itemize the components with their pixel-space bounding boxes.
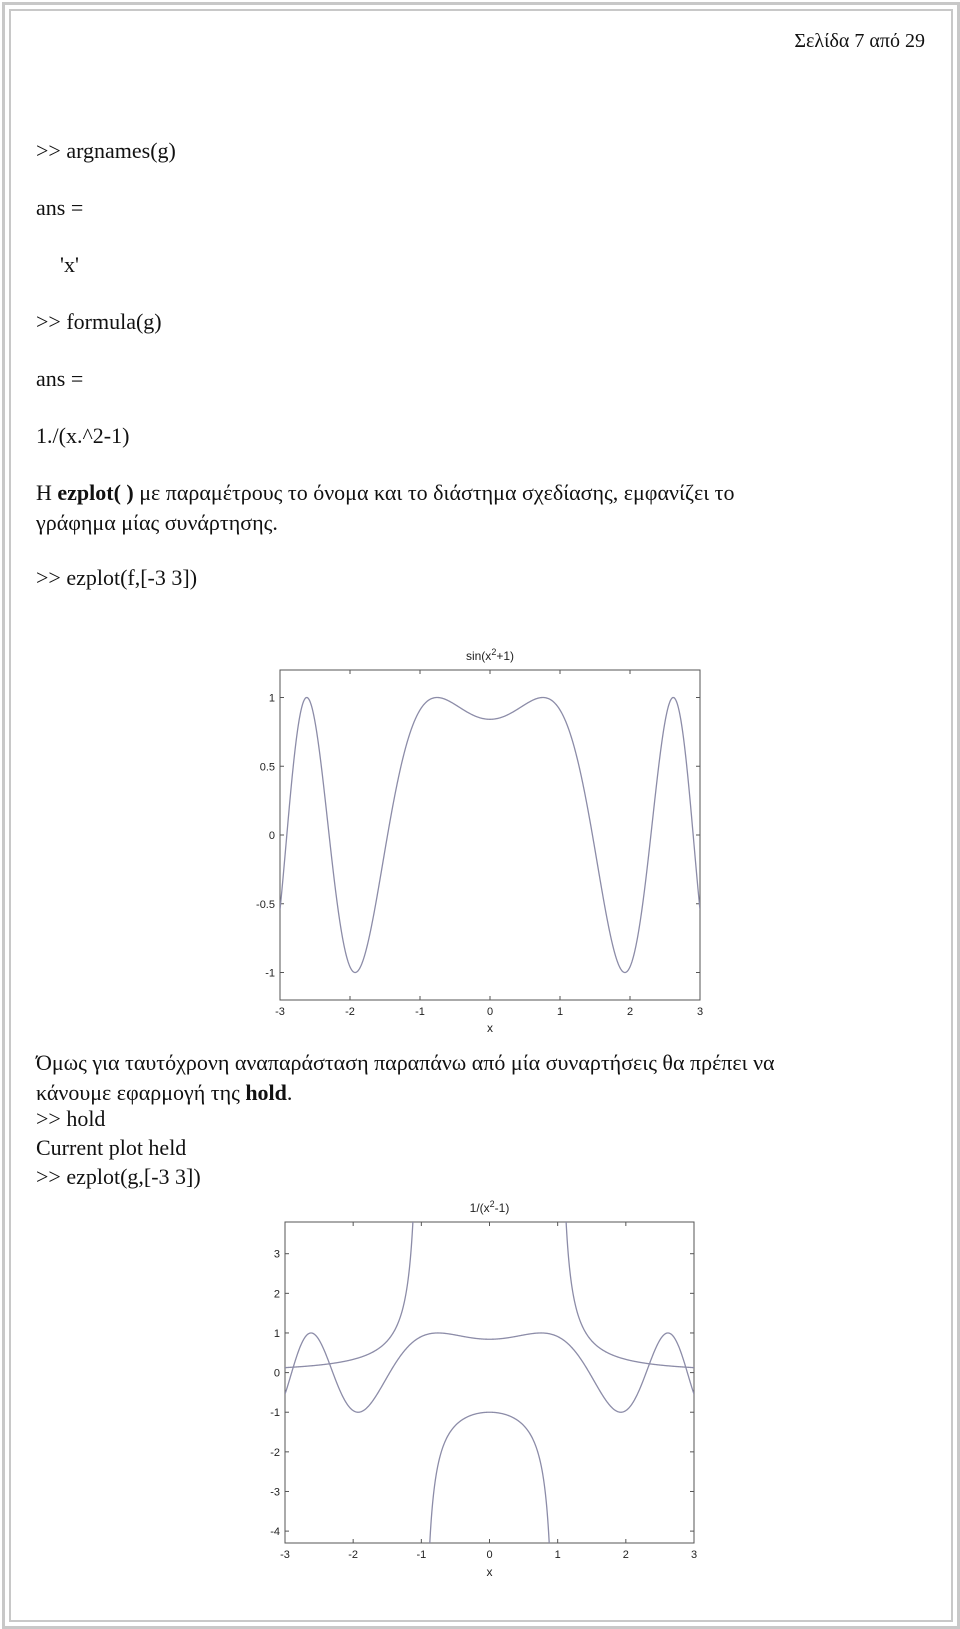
y-tick-label: 3 (273, 1248, 280, 1261)
x-axis-label: x (486, 1565, 493, 1579)
x-tick-label: 1 (556, 1006, 564, 1018)
para2-bold: hold (245, 1080, 287, 1105)
code-ezplot-g: >> ezplot(g,[-3 3]) (36, 1164, 201, 1189)
x-tick-label: -1 (416, 1549, 427, 1561)
series-line-0 (285, 1333, 694, 1412)
y-tick-label: 0.5 (259, 761, 275, 774)
output-formula-value: 1./(x.^2-1) (36, 423, 130, 448)
y-tick-label: 2 (273, 1288, 280, 1301)
x-tick-label: -2 (348, 1549, 359, 1561)
x-tick-label: -1 (415, 1006, 425, 1018)
output-ans-value: 'x' (60, 252, 79, 277)
para1-last: γράφημα μίας συνάρτησης. (36, 510, 278, 535)
y-tick-label: 1 (268, 692, 275, 705)
plot-axes-frame (285, 1222, 694, 1543)
x-tick-label: 0 (486, 1006, 494, 1018)
para2-last-post: . (286, 1080, 293, 1105)
x-tick-label: 0 (486, 1549, 493, 1561)
y-tick-label: -1 (270, 1407, 280, 1420)
para2-text: Όμως για ταυτόχρονη αναπαράσταση παραπάνω από μία συναρτήσεις θα πρέπει να (36, 1050, 775, 1075)
output-ans-label-2: ans = (36, 366, 84, 391)
y-tick-label: 1 (273, 1327, 280, 1340)
x-tick-label: 3 (690, 1549, 698, 1561)
code-hold: >> hold (36, 1106, 106, 1131)
y-tick-label: 0 (268, 830, 275, 842)
output-ans-label: ans = (36, 195, 84, 220)
y-tick-label: -0.5 (256, 898, 275, 911)
y-tick-label: -2 (270, 1446, 280, 1459)
code-formula: >> formula(g) (36, 309, 162, 334)
page-number-header: Σελίδα 7 από 29 (794, 30, 925, 52)
x-tick-label: -2 (345, 1006, 355, 1018)
para2-last-pre: κάνουμε εφαρμογή της (36, 1080, 246, 1105)
y-tick-label: -1 (265, 967, 275, 980)
y-tick-label: 0 (273, 1367, 280, 1380)
x-tick-label: -3 (275, 1006, 285, 1018)
chart-title: $\sin(x^2+1)$ (465, 647, 515, 663)
y-tick-label: -4 (270, 1526, 280, 1539)
code-ezplot-f: >> ezplot(f,[-3 3]) (36, 565, 198, 590)
y-tick-label: -3 (270, 1486, 280, 1499)
x-tick-label: -3 (280, 1549, 290, 1561)
para1-pre: Η (36, 480, 58, 505)
x-tick-label: 2 (622, 1549, 629, 1561)
x-tick-label: 2 (626, 1006, 634, 1018)
series-line-1 (285, 0, 694, 1629)
chart-title: $1/(x^2-1)$ (469, 1199, 510, 1215)
code-argnames: >> argnames(g) (36, 138, 176, 163)
x-tick-label: 1 (554, 1549, 561, 1561)
output-plot-held: Current plot held (36, 1135, 187, 1160)
x-axis-label: x (487, 1021, 493, 1035)
x-tick-label: 3 (696, 1006, 704, 1018)
para1-rest: με παραμέτρους το όνομα και το διάστημα σχεδίασης, εμφανίζει το (133, 480, 735, 505)
para1-bold: ezplot( ) (57, 480, 134, 505)
